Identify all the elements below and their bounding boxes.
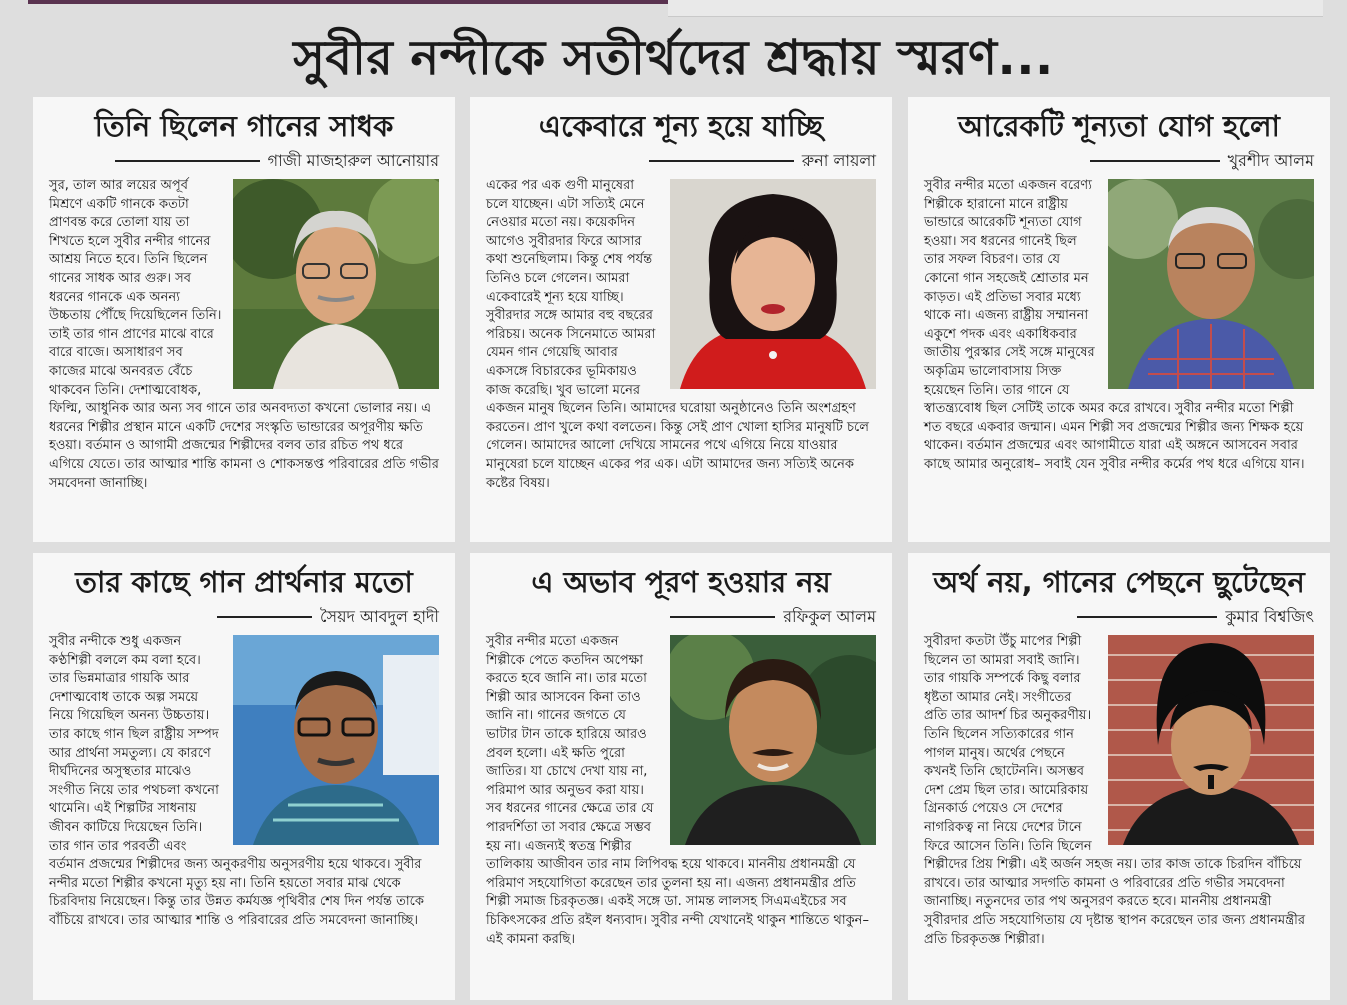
- article-text: সুবীরদা কতটা উঁচু মাপের শিল্পী ছিলেন তা আমরা সবাই জানি। তার গায়কি সম্পর্কে কিছু বলার ধৃষ্টতা আমার নেই। সংগীতের প্রতি তার আদর্শ চির অনুকরণীয়। তিনি ছিলেন সত্যিকারের গান পাগল মানুষ। অর্থের পেছনে কখনই তিনি ছোটেননি। অসম্ভব দেশ প্রেম ছিল তার। আমেরিকায় গ্রিনকার্ড পেয়েও সে দেশের নাগরিকত্ব না নিয়ে দেশের টানে ফিরে আসেন তিনি। তিনি ছিলেন শিল্পীদের প্রিয় শিল্পী। এই অর্জন সহজ নয়। তার কাজ তাকে চিরদিন বাঁচিয়ে রাখবে। তার আত্মার সদগতি কামনা ও পরিবারের প্রতি গভীর সমবেদনা জানাচ্ছি। নতুনদের তার পথ অনুসরণ করতে হবে। মাননীয় প্রধানমন্ত্রী সুবীরদার প্রতি সহযোগিতায় যে দৃষ্টান্ত স্থাপন করেছেন তার জন্য প্রধানমন্ত্রীর প্রতি চিরকৃতজ্ঞ শিল্পীরা।: [924, 634, 1306, 947]
- byline: [486, 149, 876, 173]
- article-card-6: [908, 553, 1330, 1000]
- byline-rule: [1090, 160, 1220, 162]
- author-name: খুরশীদ আলম: [1227, 150, 1314, 170]
- article-body: [924, 633, 1314, 949]
- byline: [486, 605, 876, 629]
- byline-rule: [1077, 616, 1217, 618]
- article-text: সুর, তাল আর লয়ের অপূর্ব মিশ্রণে একটি গানকে কতটা প্রাণবন্ত করে তোলা যায় তা শিখতে হলে সুবীর নন্দীর গানের আশ্রয় নিতে হবে। তিনি ছিলেন গানের সাধক আর গুরু। সব ধরনের গানকে এক অনন্য উচ্চতায় পৌঁছে দিয়েছিলেন তিনি। তাই তার গান প্রাণের মাঝে বারে বারে বাজে। অসাধারণ সব কাজের মাঝে অনবরত বেঁচে থাকবেন তিনি। দেশাত্মবোধক, ফিল্মি, আধুনিক আর অন্য সব গানে তার অনবদ্যতা কখনো ভোলার নয়। এ ধরনের শিল্পীর প্রস্থান মানে একটি দেশের সংস্কৃতি ভান্ডারের অপূরণীয় ক্ষতি হওয়া। বর্তমান ও আগামী প্রজন্মের শিল্পীদের বলব তার রচিত পথ ধরে এগিয়ে যেতে। তার আত্মার শান্তি কামনা ও শোকসন্তপ্ত পরিবারের প্রতি গভীর সমবেদনা জানাচ্ছি।: [49, 178, 439, 491]
- article-title: অর্থ নয়, গানের পেছনে ছুটেছেন: [933, 565, 1305, 599]
- article-title: তিনি ছিলেন গানের সাধক: [94, 109, 394, 143]
- article-body: [486, 177, 876, 493]
- portrait-image: [233, 179, 439, 389]
- article-card-4: [33, 553, 455, 1000]
- article-body: [486, 633, 876, 949]
- article-title: আরেকটি শূন্যতা যোগ হলো: [958, 109, 1280, 143]
- byline: [924, 149, 1314, 173]
- portrait-image: [1108, 635, 1314, 845]
- top-strip: [28, 0, 668, 4]
- byline: [49, 605, 439, 629]
- article-body: [49, 177, 439, 493]
- portrait-image: [670, 179, 876, 389]
- page-headline: সুবীর নন্দীকে সতীর্থদের শ্রদ্ধায় স্মরণ...: [293, 30, 1054, 86]
- portrait-image: [670, 635, 876, 845]
- article-title: তার কাছে গান প্রার্থনার মতো: [75, 565, 413, 599]
- article-text: সুবীর নন্দীর মতো একজন বরেণ্য শিল্পীকে হারানো মানে রাষ্ট্রীয় ভান্ডারে আরেকটি শূন্যতা যোগ হওয়া। সব ধরনের গানেই ছিল তার সফল বিচরণ। তার যে কোনো গান সহজেই শ্রোতার মন কাড়ত। এই প্রতিভা সবার মধ্যে থাকে না। এজন্য রাষ্ট্রীয় সম্মাননা একুশে পদক এবং একাধিকবার জাতীয় পুরস্কার সেই সঙ্গে মানুষের অকৃত্রিম ভালোবাসায় সিক্ত হয়েছেন তিনি। তার গানে যে স্বাতন্ত্র্যবোধ ছিল সেটিই তাকে অমর করে রাখবে। সুবীর নন্দীর মতো শিল্পী শত বছরে একবার জন্মান। এমন শিল্পী সব প্রজন্মের শিল্পীর জন্য শিক্ষক হয়ে থাকেন। বর্তমান প্রজন্মের এবং আগামীতে যারা এই অঙ্গনে আসবেন সবার কাছে আমার অনুরোধ– সবাই যেন সুবীর নন্দীর কর্মের পথ ধরে এগিয়ে যান।: [924, 178, 1305, 472]
- article-title: এ অভাব পূরণ হওয়ার নয়: [531, 565, 831, 599]
- author-name: সৈয়দ আবদুল হাদী: [320, 606, 439, 626]
- author-photo: [670, 179, 876, 389]
- article-body: [924, 177, 1314, 475]
- article-card-5: [470, 553, 892, 1000]
- article-card-3: [908, 97, 1330, 542]
- byline: [924, 605, 1314, 629]
- byline-rule: [115, 160, 260, 162]
- byline-rule: [217, 616, 312, 618]
- byline-rule: [649, 160, 794, 162]
- author-name: রফিকুল আলম: [783, 606, 876, 626]
- author-photo: [233, 635, 439, 845]
- article-card-2: [470, 97, 892, 542]
- portrait-image: [233, 635, 439, 845]
- byline: [49, 149, 439, 173]
- article-text: একের পর এক গুণী মানুষেরা চলে যাচ্ছেন। এটা সত্যিই মেনে নেওয়ার মতো নয়। কয়েকদিন আগেও সুবীরদার ফিরে আসার কথা শুনেছিলাম। কিন্তু শেষ পর্যন্ত তিনিও চলে গেলেন। আমরা একেবারেই শূন্য হয়ে যাচ্ছি। সুবীরদার সঙ্গে আমার বহু বছরের পরিচয়। অনেক সিনেমাতে আমরা যেমন গান গেয়েছি আবার একসঙ্গে বিচারকের ভূমিকায়ও কাজ করেছি। খুব ভালো মনের একজন মানুষ ছিলেন তিনি। আমাদের ঘরোয়া অনুষ্ঠানেও তিনি অংশগ্রহণ করতেন। প্রাণ খুলে কথা বলতেন। কিন্তু সেই প্রাণ খোলা হাসির মানুষটি চলে গেলেন। আমাদের আলো দেখিয়ে সামনের পথে এগিয়ে নিয়ে যাওয়ার মানুষেরা চলে যাচ্ছেন একের পর এক। এটা আমাদের জন্য সত্যিই অনেক কষ্টের বিষয়।: [486, 178, 869, 491]
- author-name: কুমার বিশ্বজিৎ: [1225, 606, 1314, 626]
- article-body: [49, 633, 439, 931]
- article-card-1: [33, 97, 455, 542]
- author-photo: [670, 635, 876, 845]
- article-title: একেবারে শূন্য হয়ে যাচ্ছি: [538, 109, 824, 143]
- author-photo: [1108, 179, 1314, 389]
- top-strip-right: [668, 0, 1323, 17]
- article-text: সুবীর নন্দীর মতো একজন শিল্পীকে পেতে কতদিন অপেক্ষা করতে হবে জানি না। তার মতো শিল্পী আর আসবেন কিনা তাও জানি না। গানের জগতে যে ভাটার টান তাকে হারিয়ে আরও প্রবল হলো। এই ক্ষতি পুরো জাতির। যা চোখে দেখা যায় না, পরিমাপ আর অনুভব করা যায়। সব ধরনের গানের ক্ষেত্রে তার যে পারদর্শিতা তা সবার ক্ষেত্রে সম্ভব হয় না। এজন্যই স্বতন্ত্র শিল্পীর তালিকায় আজীবন তার নাম লিপিবদ্ধ হয়ে থাকবে। মাননীয় প্রধানমন্ত্রী যে পরিমাণ সহযোগিতা করেছেন তার তুলনা হয় না। এজন্য প্রধানমন্ত্রীর প্রতি শিল্পী সমাজ চিরকৃতজ্ঞ। একই সঙ্গে ডা. সামন্ত লালসহ সিএমএইচের সব চিকিৎসকের প্রতি রইল ধন্যবাদ। সুবীর নন্দী যেখানেই থাকুন শান্তিতে থাকুন– এই কামনা করছি।: [486, 634, 869, 947]
- author-name: রুনা লায়লা: [801, 150, 876, 170]
- byline-rule: [670, 616, 775, 618]
- article-text: সুবীর নন্দীকে শুধু একজন কণ্ঠশিল্পী বললে কম বলা হবে। তার ভিন্নমাত্রার গায়কি আর দেশাত্মবোধ তাকে অল্প সময়ে নিয়ে গিয়েছিল অনন্য উচ্চতায়। তার কাছে গান ছিল রাষ্ট্রীয় সম্পদ আর প্রার্থনা সমতুল্য। যে কারণে দীর্ঘদিনের অসুস্থতার মাঝেও সংগীত নিয়ে তার পথচলা কখনো থামেনি। এই শিল্পটির সাধনায় জীবন কাটিয়ে দিয়েছেন তিনি। তার গান তার পরবর্তী এবং বর্তমান প্রজন্মের শিল্পীদের জন্য অনুকরণীয় অনুসরণীয় হয়ে থাকবে। সুবীর নন্দীর মতো শিল্পীর কখনো মৃত্যু হয় না। তিনি হয়তো সবার মাঝ থেকে চিরবিদায় নিয়েছেন। কিন্তু তার উন্নত কর্মযজ্ঞ পৃথিবীর শেষ দিন পর্যন্ত তাকে বাঁচিয়ে রাখবে। তার আত্মার শান্তি ও পরিবারের প্রতি সমবেদনা জানাচ্ছি।: [49, 634, 424, 928]
- author-photo: [233, 179, 439, 389]
- portrait-image: [1108, 179, 1314, 389]
- author-name: গাজী মাজহারুল আনোয়ার: [267, 150, 439, 170]
- author-photo: [1108, 635, 1314, 845]
